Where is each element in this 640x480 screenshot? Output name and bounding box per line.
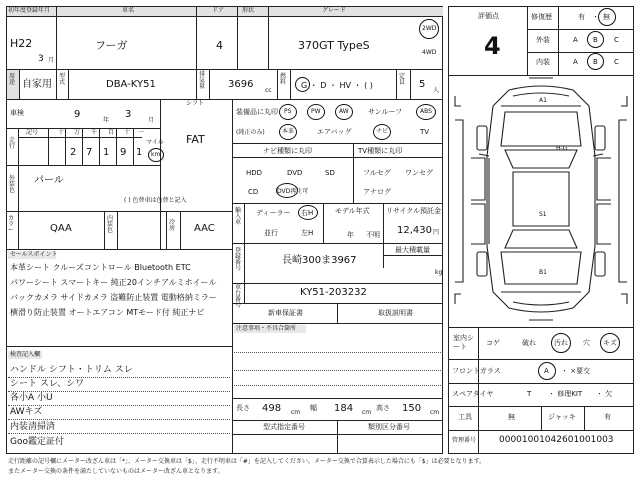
score-label: 評価点 (478, 12, 499, 20)
mileage-digit-3: 1 (103, 147, 110, 158)
inspector-line-6: Goo鑑定証付 (10, 437, 64, 447)
model-year-label: モデル年式 (335, 207, 370, 215)
inspector-line-5: 内装清掃済 (10, 422, 56, 432)
seat-koge: コゲ (486, 339, 500, 347)
exterior-grade-a: A (573, 36, 578, 44)
import-left-h: 左H (301, 229, 314, 237)
manual: 取扱説明書 (378, 309, 413, 317)
displacement-value: 3696 (228, 79, 254, 90)
glass-replace: ・ ×要交 (561, 367, 591, 375)
diagram-mark-b1: B1 (539, 269, 547, 276)
new-car-warranty: 新車保証書 (268, 309, 303, 317)
tools-value: 無 (508, 413, 515, 421)
sales-line-2: パワーシート スマートキー 純正20インチアルミホイール (10, 278, 217, 287)
equip-ps: PS (284, 108, 292, 115)
navi-sd: SD (325, 169, 335, 177)
exterior-grade-label: 外装 (536, 36, 550, 44)
equipment-title: 装備品に丸印 (236, 108, 278, 116)
registration-label: 登録番号 (235, 247, 242, 272)
first-reg-era: H22 (10, 37, 33, 50)
tv-oneseg: ワンセグ (405, 169, 433, 177)
height-value: 150 (402, 403, 422, 414)
manage-label: 管理番号 (452, 437, 477, 444)
capacity-value: 5 (419, 79, 426, 90)
mileage-header-5: 十 (124, 129, 131, 136)
score-value: 4 (484, 32, 501, 60)
mileage-header-4: 百 (108, 129, 115, 136)
ac-label: 冷房 (169, 219, 176, 232)
fuel-g-circle (295, 77, 310, 92)
inspection-month-unit: 月 (148, 117, 155, 124)
exterior-grade-c: C (614, 36, 619, 44)
interior-grade-c: C (614, 58, 619, 66)
doors-label: ドア (212, 7, 224, 14)
usage-value: 自家用 (22, 79, 52, 90)
import-parallel: 並行 (264, 229, 278, 237)
interior-grade-label: 内装 (536, 58, 550, 66)
displacement-unit: cc (265, 87, 272, 94)
seat-dirt: 汚れ (554, 339, 568, 347)
equip-pw: PW (311, 108, 321, 115)
capacity-unit: 人 (433, 87, 440, 94)
inspection-label: 車検 (10, 109, 24, 117)
mileage-header-3: 千 (91, 129, 98, 136)
mileage-header-1: 十 (58, 129, 65, 136)
type-number-label: 型式指定番号 (263, 423, 305, 431)
first-reg-month-unit: 月 (48, 57, 55, 64)
inspector-line-1: ハンドル シフト・トリム スレ (10, 365, 133, 375)
drive-2wd: 2WD (422, 25, 437, 32)
sales-point-label: セールスポイント (10, 251, 58, 258)
model-label: 型式 (59, 73, 66, 86)
spare-none: ・ 欠 (596, 390, 613, 398)
doors-value: 4 (216, 39, 223, 52)
seat-hole: 穴 (583, 339, 590, 347)
tv-analog: アナログ (363, 188, 391, 196)
mileage-digit-4: 9 (120, 147, 127, 158)
interior-grade-b: B (593, 58, 598, 66)
chassis-value: KY51-203232 (300, 287, 367, 298)
spare-kit: ・ 修理KIT (548, 390, 583, 398)
mileage-unit-km: km (151, 151, 161, 158)
shape-label: 形状 (242, 7, 255, 14)
inspector-line-3: 各小A 小U (10, 393, 53, 403)
equip-tv: TV (420, 128, 430, 136)
equip-navi: ナビ (376, 128, 389, 135)
fuel-options: G ・ D ・ HV ・ ( ) (301, 81, 373, 90)
tv-fullseg: フルセグ (363, 169, 391, 177)
width-label: 幅 (310, 404, 317, 412)
notes-label: 注意事項・不具合箇所 (236, 325, 297, 332)
import-label: 輸入車 (235, 207, 242, 226)
length-unit: cm (291, 409, 301, 416)
recycle-value: 12,430 (397, 225, 432, 236)
model-value: DBA-KY51 (106, 79, 156, 90)
registration-value: 長崎300ま3967 (282, 255, 357, 266)
navi-dvd-play: DVD再生可 (277, 188, 309, 195)
inspection-year-unit: 年 (103, 117, 110, 124)
seat-label: 室内シート (453, 334, 474, 352)
recycle-label: リサイクル預託金 (386, 207, 442, 215)
sales-line-4: 横滑り防止装置 オートエアコン MTモード付 純正ナビ (10, 308, 205, 317)
max-load-unit: kg (435, 269, 443, 276)
mileage-header-6: 一 (138, 129, 145, 136)
model-year-value: 年 (347, 231, 354, 239)
glass-label: フロントガラス (452, 367, 501, 375)
first-reg-month: 3 (38, 54, 44, 64)
grade-value: 370GT TypeS (298, 39, 370, 52)
color-code-label: カラー (8, 215, 15, 234)
car-name-value: フーガ (95, 39, 128, 52)
sales-line-1: 本革シート クルーズコントロール Bluetooth ETC (10, 263, 191, 272)
shift-label: シフト (186, 100, 205, 107)
equip-sunroof: サンルーフ (368, 108, 403, 116)
grade-label: グレード (322, 7, 347, 14)
interior-grade-a: A (573, 58, 578, 66)
mileage-digit-5: 1 (136, 147, 143, 158)
mileage-digit-1: 2 (70, 147, 77, 158)
model-year-unknown: 不明 (366, 231, 380, 239)
equip-leather: 本革 (282, 128, 295, 135)
mileage-label: 走行 (9, 137, 16, 150)
interior-color-label: 内装色 (107, 215, 114, 234)
sales-line-3: バックカメラ サイドカメラ 盗難防止装置 電動格納ミラー (10, 293, 217, 302)
recycle-unit: 円 (433, 229, 440, 236)
footer-line-2: またメーター交換の条件を満たしていないものはメーター改ざん車となります。 (8, 468, 224, 475)
equipment-subtitle: (純正のみ) (236, 129, 265, 136)
seat-scratch: キズ (603, 339, 617, 347)
navi-hdd: HDD (246, 169, 263, 177)
height-label: 高さ (376, 404, 390, 412)
width-unit: cm (362, 409, 372, 416)
mileage-header-0: 記号 (26, 129, 39, 136)
equip-abs: ABS (420, 108, 432, 115)
repair-label: 修復歴 (531, 13, 552, 21)
navi-title: ナビ種類に丸印 (263, 147, 312, 155)
navi-dvd: DVD (287, 169, 303, 177)
exterior-color-note: ( ) 色替車は色替と記入 (124, 197, 187, 204)
diagram-mark-hg: H-G (556, 145, 568, 152)
navi-cd: CD (248, 188, 259, 196)
diagram-mark-a1: A1 (539, 97, 547, 104)
mileage-header-2: 万 (74, 129, 81, 136)
inspection-month: 3 (125, 109, 132, 120)
length-value: 498 (262, 403, 282, 414)
first-reg-label: 初年度登録年月 (8, 7, 51, 14)
max-load-label: 最大積載量 (395, 246, 430, 254)
inspector-label: 検査記入欄 (10, 351, 41, 358)
ac-value: AAC (194, 223, 215, 234)
manage-value: 00001001042601001003 (499, 435, 614, 445)
fuel-label: 燃料 (280, 73, 287, 86)
shift-value: FAT (186, 133, 205, 146)
displacement-label: 排気量 (199, 71, 206, 90)
seat-yabure: 破れ (522, 339, 536, 347)
equip-aw: AW (339, 108, 349, 115)
jack-label: ジャッキ (548, 413, 576, 421)
spare-label: スペアタイヤ (452, 390, 494, 398)
tv-title: TV種類に丸印 (358, 147, 403, 155)
exterior-grade-b: B (593, 36, 598, 44)
repair-yes: 有 (578, 13, 585, 21)
inspector-line-4: AWキズ (10, 407, 43, 417)
mileage-unit-mile: マイル (146, 139, 164, 146)
glass-a: A (544, 367, 549, 375)
diagram-mark-s1: S1 (539, 211, 547, 218)
spare-t: T (527, 390, 532, 398)
tools-label: 工具 (458, 413, 472, 421)
length-label: 長さ (236, 404, 250, 412)
mileage-digit-2: 7 (86, 147, 93, 158)
capacity-label: 定員 (399, 73, 406, 86)
usage-label: 用途 (9, 73, 16, 86)
drive-4wd: 4WD (422, 49, 437, 56)
car-name-label: 車名 (122, 7, 135, 14)
exterior-color-value: パール (34, 175, 64, 186)
height-unit: cm (430, 409, 440, 416)
color-code-value: QAA (50, 223, 72, 234)
car-diagram (449, 76, 633, 322)
inspector-line-2: シート スレ、シワ (10, 379, 85, 389)
category-label: 類別区分番号 (368, 423, 410, 431)
width-value: 184 (334, 403, 354, 414)
exterior-color-label: 外装色 (9, 175, 16, 194)
import-right-h: 右H (301, 209, 314, 217)
footer-line-1: 走行距離の記号欄にメーター改ざん車は「*」、メーター交換車は「$」、走行不明車は「#」を記入してください。メーター交換で合算表示した場合にも「$」は必要となります。 (8, 458, 486, 465)
inspection-year: 9 (74, 109, 81, 120)
repair-no: 無 (603, 13, 610, 21)
import-dealer: ディーラー (256, 209, 291, 217)
equip-airbag: エアバッグ (317, 128, 352, 136)
chassis-label: 車台番号 (235, 284, 242, 309)
jack-value: 有 (604, 413, 611, 421)
